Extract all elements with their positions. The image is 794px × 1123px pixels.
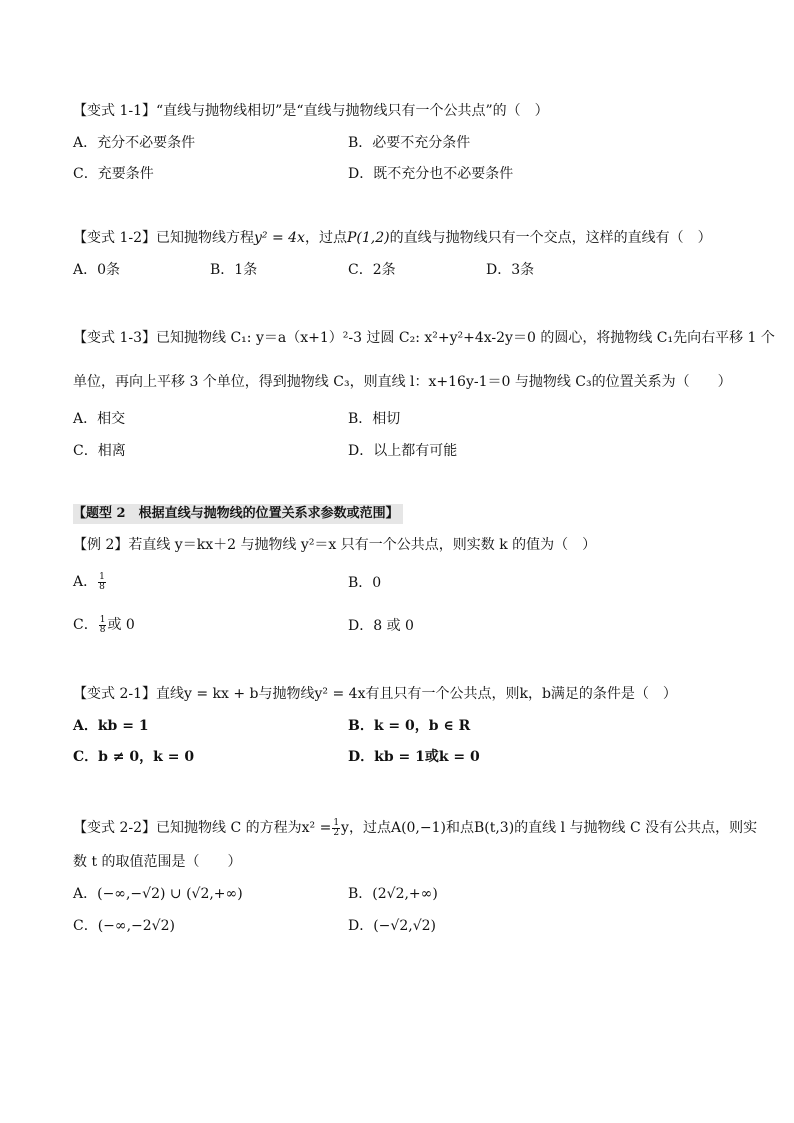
- question-ex2-stem: [73, 535, 596, 555]
- option-b: B．必要不充分条件: [348, 135, 471, 151]
- question-text-post: 的直线与抛物线只有一个交点，这样的直线有（ ）: [389, 230, 712, 246]
- option-a: A．(−∞,−√2) ∪ (√2,+∞): [73, 886, 243, 902]
- option-c-prefix: C．: [73, 617, 98, 633]
- option-d: D．既不充分也不必要条件: [348, 166, 514, 182]
- question-label: 【变式 1-2】: [73, 230, 156, 246]
- question-label: 【例 2】: [73, 537, 129, 553]
- question-label: 【变式 2-1】: [73, 686, 156, 702]
- question-v2-1-stem: [73, 684, 677, 704]
- fraction: [98, 573, 106, 592]
- option-b: B．相切: [348, 411, 401, 427]
- denominator: 2: [333, 827, 340, 838]
- question-text-line2: 单位，再向上平移 3 个单位，得到抛物线 C₃，则直线 l：x+16y-1＝0 与抛物线 C₃的位置关系为（ ）: [73, 374, 732, 390]
- option-c: C．充要条件: [73, 166, 154, 182]
- question-label: 【变式 1-1】: [73, 103, 156, 119]
- option-c: C．(−∞,−2√2): [73, 918, 175, 934]
- option-a: [73, 572, 107, 592]
- numerator: 1: [99, 571, 105, 582]
- question-text: 若直线 y＝kx＋2 与抛物线 y²＝x 只有一个公共点，则实数 k 的值为（ ）: [128, 537, 597, 553]
- question-v2-2-stem: [73, 818, 757, 838]
- question-label: 【变式 1-3】: [73, 330, 156, 346]
- question-v1-2-stem: [73, 228, 712, 248]
- option-c: C．b ≠ 0，k = 0: [73, 749, 195, 765]
- question-text-pre: 已知抛物线方程: [156, 230, 254, 246]
- option-a: A．0条: [73, 262, 121, 278]
- numerator: 1: [99, 614, 106, 625]
- option-a: A．充分不必要条件: [73, 135, 196, 151]
- option-a: A．相交: [73, 411, 126, 427]
- option-d: D．(−√2,√2): [348, 918, 436, 934]
- option-b: B．(2√2,+∞): [348, 886, 438, 902]
- option-b: B．k = 0，b ∈ R: [348, 718, 471, 734]
- question-text-line2: 数 t 的取值范围是（ ）: [73, 854, 242, 870]
- fraction: [99, 616, 107, 635]
- option-d: D．3条: [486, 262, 535, 278]
- question-text: “直线与抛物线相切”是“直线与抛物线只有一个公共点”的（ ）: [156, 103, 549, 119]
- question-text-line1: 已知抛物线 C₁: y＝a（x+1）²-3 过圆 C₂: x²+y²+4x-2y＝0 的圆心，将抛物线 C₁先向右平移 1 个: [156, 330, 775, 346]
- question-v1-3-stem: [73, 328, 775, 348]
- equation: y² = 4x: [254, 230, 305, 246]
- fraction: [332, 819, 340, 838]
- numerator: 1: [333, 817, 340, 828]
- question-text: 直线y = kx + b与抛物线y² = 4x有且只有一个公共点，则k，b满足的条件是（ ）: [156, 686, 677, 702]
- option-d: D．kb = 1或k = 0: [348, 749, 480, 765]
- option-a: A．kb = 1: [73, 718, 149, 734]
- option-d: D．以上都有可能: [348, 443, 458, 459]
- question-v1-1-stem: [73, 101, 549, 121]
- denominator: 8: [99, 581, 105, 592]
- option-b: B．1条: [210, 262, 258, 278]
- option-c: C．2条: [348, 262, 396, 278]
- option-c: [73, 615, 135, 635]
- question-label: 【变式 2-2】: [73, 820, 156, 836]
- question-text-mid: ，过点: [304, 230, 347, 246]
- option-c-suffix: 或 0: [107, 617, 135, 633]
- point-p: P(1,2): [346, 230, 390, 246]
- option-a-prefix: A．: [73, 574, 98, 590]
- question-text-post: y，过点A(0,−1)和点B(t,3)的直线 l 与抛物线 C 没有公共点，则实: [341, 820, 758, 836]
- option-d: D．8 或 0: [348, 618, 414, 634]
- denominator: 8: [99, 624, 106, 635]
- option-b: B．0: [348, 575, 382, 591]
- option-c: C．相离: [73, 443, 126, 459]
- question-text-pre: 已知抛物线 C 的方程为x² =: [156, 820, 332, 836]
- section-heading: 【题型 2 根据直线与抛物线的位置关系求参数或范围】: [73, 504, 403, 524]
